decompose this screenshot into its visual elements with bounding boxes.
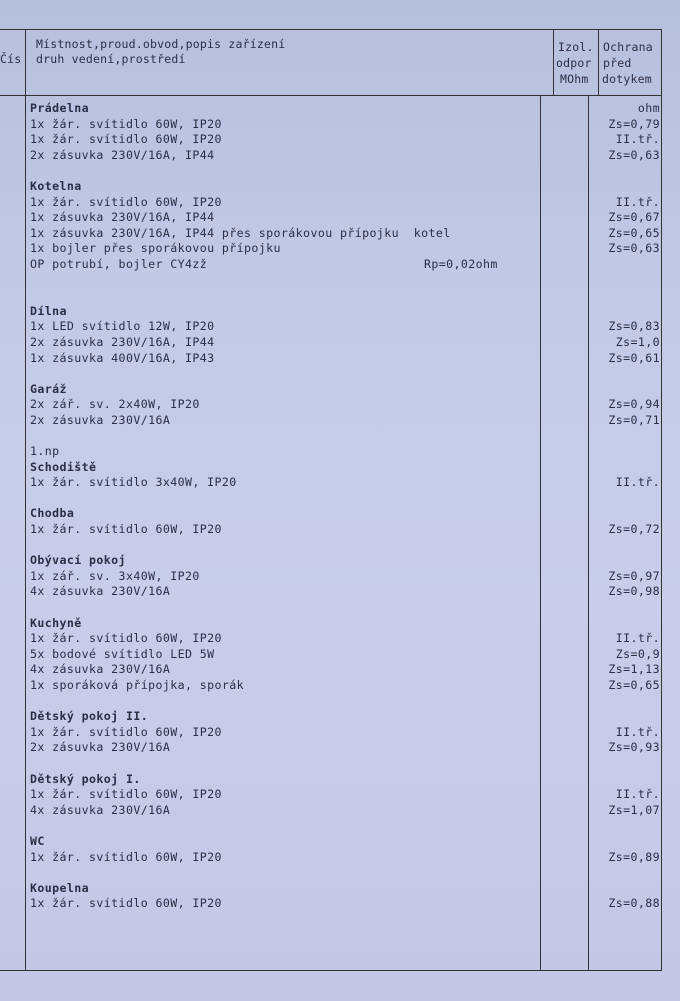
circuit-description: 4x zásuvka 230V/16A (30, 662, 171, 677)
table-row (30, 444, 660, 460)
room-title-row (30, 304, 660, 320)
room-title-row (30, 772, 660, 788)
circuit-description: 1x zář. sv. 3x40W, IP20 (30, 568, 200, 583)
protection-value: Zs=0,88 (608, 896, 660, 911)
protection-value: II.tř. (615, 724, 660, 739)
spacer-row (30, 694, 660, 710)
room-name: Koupelna (30, 880, 90, 895)
table-row (30, 725, 660, 741)
protection-value: Zs=1,13 (608, 662, 660, 677)
circuit-description: 4x zásuvka 230V/16A (30, 802, 171, 817)
header-col-izol-1: Izol. (558, 40, 594, 54)
table-row (30, 569, 660, 585)
table-row (30, 850, 660, 866)
table-row (30, 241, 660, 257)
room-name: Dětský pokoj I. (30, 771, 141, 786)
protection-value: Zs=0,61 (608, 350, 660, 365)
col-num-divider (25, 29, 26, 971)
spacer-row (30, 600, 660, 616)
header-col-description-1: Místnost,proud.obvod,popis zařízení (36, 37, 286, 51)
spacer-row (30, 756, 660, 772)
table-row (30, 117, 660, 133)
resistance-value: Rp=0,02ohm (424, 256, 498, 271)
table-right-border (661, 29, 662, 971)
protection-value: Zs=0,72 (608, 522, 660, 537)
header-col-ochrana-2: před (603, 56, 632, 70)
table-row (30, 257, 660, 273)
room-title-row (30, 834, 660, 850)
table-top-border (0, 29, 662, 30)
circuit-description: 1x žár. svítidlo 60W, IP20 (30, 132, 222, 147)
table-row (30, 397, 660, 413)
table-row (30, 787, 660, 803)
circuit-description: 2x zásuvka 230V/16A (30, 740, 171, 755)
protection-value: Zs=0,97 (608, 568, 660, 583)
circuit-description: 1x žár. svítidlo 60W, IP20 (30, 522, 222, 537)
room-name: Schodiště (30, 459, 97, 474)
circuit-description: 1x žár. svítidlo 60W, IP20 (30, 787, 222, 802)
spacer-row (30, 273, 660, 289)
table-body (30, 101, 660, 912)
circuit-description: 1x bojler přes sporákovou přípojku (30, 241, 281, 256)
protection-value: II.tř. (615, 194, 660, 209)
spacer-row (30, 818, 660, 834)
protection-value: Zs=0,71 (608, 412, 660, 427)
circuit-description: 1x zásuvka 400V/16A, IP43 (30, 350, 215, 365)
room-title-row (30, 553, 660, 569)
table-row (30, 584, 660, 600)
circuit-description: 1x žár. svítidlo 60W, IP20 (30, 849, 222, 864)
room-name: Kuchyně (30, 615, 82, 630)
room-title-row (30, 101, 660, 117)
circuit-description: 1x zásuvka 230V/16A, IP44 přes sporákovou přípojku kotel (30, 225, 451, 240)
circuit-description: 2x zásuvka 230V/16A (30, 412, 171, 427)
spacer-row (30, 865, 660, 881)
protection-value: Zs=0,65 (608, 677, 660, 692)
circuit-description: 1x žár. svítidlo 60W, IP20 (30, 724, 222, 739)
table-row (30, 678, 660, 694)
protection-value: Zs=0,65 (608, 225, 660, 240)
circuit-description: 1x sporáková přípojka, sporák (30, 677, 245, 692)
header-col-izol-3: MOhm (560, 72, 589, 86)
protection-value: Zs=0,94 (608, 397, 660, 412)
protection-value: Zs=0,9 (615, 646, 660, 661)
protection-value: Zs=0,63 (608, 241, 660, 256)
table-row (30, 413, 660, 429)
circuit-description: 1x žár. svítidlo 60W, IP20 (30, 896, 222, 911)
spacer-row (30, 491, 660, 507)
protection-value: Zs=0,89 (608, 849, 660, 864)
room-name: Dílna (30, 303, 67, 318)
circuit-description: 1x žár. svítidlo 60W, IP20 (30, 116, 222, 131)
protection-value: Zs=0,79 (608, 116, 660, 131)
table-row (30, 148, 660, 164)
table-row (30, 740, 660, 756)
table-row (30, 351, 660, 367)
protection-value: Zs=0,93 (608, 740, 660, 755)
spacer-row (30, 538, 660, 554)
protection-value: Zs=0,98 (608, 584, 660, 599)
room-name: Prádelna (30, 101, 90, 115)
header-col-ochrana-3: dotykem (602, 72, 652, 86)
circuit-description: 1.np (30, 444, 60, 459)
header-col-izol-2: odpor (556, 56, 592, 70)
room-name: Kotelna (30, 178, 82, 193)
protection-value: Zs=0,83 (608, 319, 660, 334)
spacer-row (30, 428, 660, 444)
room-title-row (30, 709, 660, 725)
protection-value: Zs=1,0 (615, 334, 660, 349)
table-row (30, 335, 660, 351)
table-row (30, 647, 660, 663)
table-bottom-border (0, 970, 662, 971)
room-title-row (30, 616, 660, 632)
room-title-row (30, 382, 660, 398)
room-title-row (30, 506, 660, 522)
table-row (30, 631, 660, 647)
circuit-description: OP potrubí, bojler CY4zž (30, 256, 208, 271)
spacer-row (30, 288, 660, 304)
room-name: Dětský pokoj II. (30, 709, 149, 724)
circuit-description: 1x žár. svítidlo 60W, IP20 (30, 631, 222, 646)
col-izol-divider (598, 29, 599, 95)
protection-value: II.tř. (615, 475, 660, 490)
col-desc-divider (553, 29, 554, 95)
table-row (30, 803, 660, 819)
protection-value: II.tř. (615, 631, 660, 646)
circuit-description: 2x zář. sv. 2x40W, IP20 (30, 397, 200, 412)
protection-value: Zs=0,67 (608, 210, 660, 225)
circuit-description: 1x LED svítidlo 12W, IP20 (30, 319, 215, 334)
table-row (30, 226, 660, 242)
table-row (30, 210, 660, 226)
header-col-number: Čís (0, 52, 22, 66)
header-col-ochrana-1: Ochrana (603, 40, 653, 54)
table-row (30, 195, 660, 211)
protection-value: Zs=1,07 (608, 802, 660, 817)
room-name: Obývací pokoj (30, 553, 126, 568)
room-name: Garáž (30, 381, 67, 396)
circuit-description: 4x zásuvka 230V/16A (30, 584, 171, 599)
spacer-row (30, 163, 660, 179)
protection-value: II.tř. (615, 132, 660, 147)
spacer-row (30, 366, 660, 382)
header-col-description-2: druh vedení,prostředí (36, 52, 186, 66)
table-row (30, 896, 660, 912)
table-row (30, 522, 660, 538)
circuit-description: 2x zásuvka 230V/16A, IP44 (30, 147, 215, 162)
circuit-description: 2x zásuvka 230V/16A, IP44 (30, 334, 215, 349)
circuit-description: 1x žár. svítidlo 3x40W, IP20 (30, 475, 237, 490)
table-row (30, 475, 660, 491)
header-bottom-border (0, 95, 662, 96)
room-name: Chodba (30, 506, 75, 521)
circuit-description: 1x zásuvka 230V/16A, IP44 (30, 210, 215, 225)
table-row (30, 132, 660, 148)
protection-value: II.tř. (615, 787, 660, 802)
room-title-row (30, 179, 660, 195)
protection-value: ohm (637, 101, 660, 115)
room-title-row (30, 881, 660, 897)
protection-value: Zs=0,63 (608, 147, 660, 162)
circuit-description: 1x žár. svítidlo 60W, IP20 (30, 194, 222, 209)
circuit-description: 5x bodové svítidlo LED 5W (30, 646, 215, 661)
table-row (30, 319, 660, 335)
room-title-row (30, 460, 660, 476)
room-name: WC (30, 833, 45, 848)
table-row (30, 662, 660, 678)
